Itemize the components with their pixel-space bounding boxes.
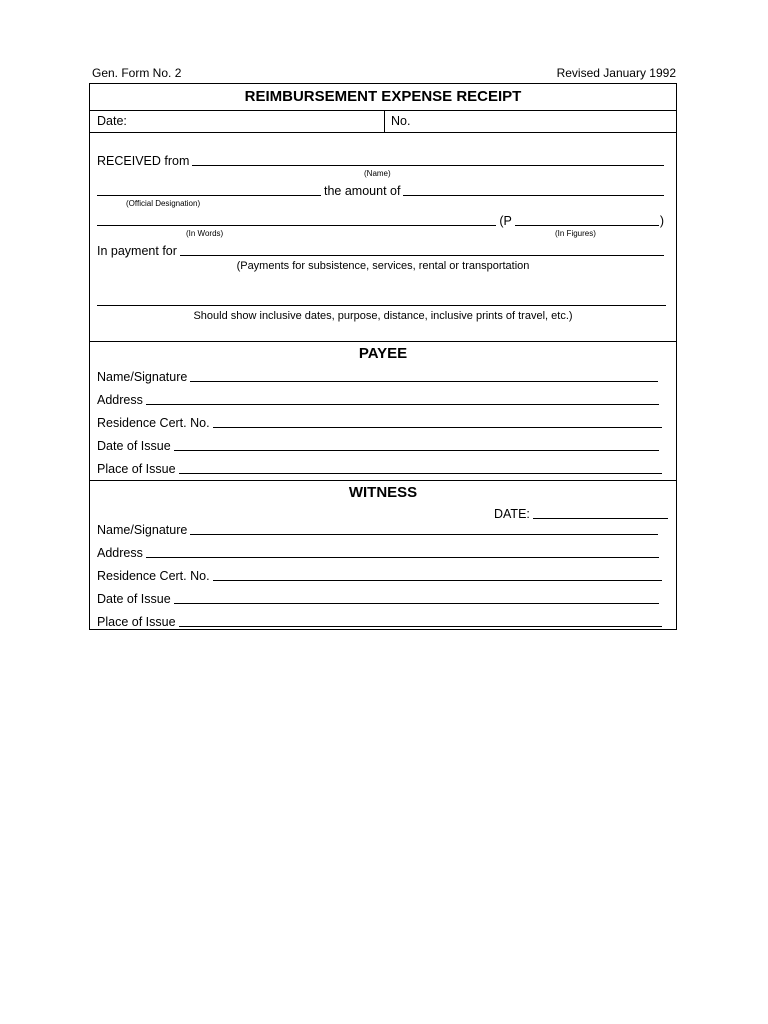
form-header <box>92 66 676 82</box>
witness-address-label: Address <box>97 546 143 560</box>
amount-words-figures-line[interactable] <box>97 210 664 228</box>
amount-in-words-field[interactable] <box>97 225 496 226</box>
amount-field[interactable] <box>403 195 664 196</box>
payee-address-field[interactable] <box>146 404 659 405</box>
divider <box>90 341 676 342</box>
witness-name-line[interactable] <box>97 519 658 537</box>
witness-name-label: Name/Signature <box>97 523 188 537</box>
in-words-hint: (In Words) <box>186 229 224 238</box>
payee-place-issue-field[interactable] <box>179 473 662 474</box>
payments-note <box>90 260 676 272</box>
peso-open: (P <box>499 214 512 228</box>
form-number: Gen. Form No. 2 <box>92 66 182 80</box>
payments-note-text: (Payments for subsistence, services, rental or transportation <box>236 260 530 272</box>
witness-address-field[interactable] <box>146 557 659 558</box>
payment-detail-line[interactable] <box>97 290 666 308</box>
witness-place-issue-line[interactable] <box>97 611 662 629</box>
form-title: REIMBURSEMENT EXPENSE RECEIPT <box>244 88 522 105</box>
revision-date: Revised January 1992 <box>556 66 676 80</box>
received-from-field[interactable] <box>192 165 664 166</box>
payee-name-line[interactable] <box>97 366 658 384</box>
witness-date-issue-line[interactable] <box>97 588 659 606</box>
witness-residence-field[interactable] <box>213 580 662 581</box>
divider <box>90 480 676 481</box>
witness-place-issue-field[interactable] <box>179 626 662 627</box>
payee-residence-line[interactable] <box>97 412 662 430</box>
witness-name-field[interactable] <box>190 534 658 535</box>
witness-place-issue-label: Place of Issue <box>97 615 176 629</box>
payee-address-line[interactable] <box>97 389 659 407</box>
witness-date-issue-label: Date of Issue <box>97 592 171 606</box>
payee-title: PAYEE <box>358 345 408 362</box>
received-from-line[interactable] <box>97 150 664 168</box>
payee-name-field[interactable] <box>190 381 658 382</box>
payee-address-label: Address <box>97 393 143 407</box>
payee-residence-field[interactable] <box>213 427 662 428</box>
name-hint: (Name) <box>364 169 391 178</box>
payee-date-issue-field[interactable] <box>174 450 659 451</box>
divider <box>90 110 676 111</box>
witness-residence-label: Residence Cert. No. <box>97 569 210 583</box>
payee-place-issue-line[interactable] <box>97 458 662 476</box>
payee-name-label: Name/Signature <box>97 370 188 384</box>
witness-residence-line[interactable] <box>97 565 662 583</box>
in-figures-hint: (In Figures) <box>555 229 596 238</box>
amount-in-figures-field[interactable] <box>515 225 659 226</box>
payee-residence-label: Residence Cert. No. <box>97 416 210 430</box>
in-payment-for-field[interactable] <box>180 255 664 256</box>
payee-place-issue-label: Place of Issue <box>97 462 176 476</box>
designation-amount-line[interactable] <box>97 180 664 198</box>
witness-address-line[interactable] <box>97 542 659 560</box>
peso-close: ) <box>659 214 664 228</box>
official-designation-field[interactable] <box>97 195 321 196</box>
divider <box>90 132 676 133</box>
official-designation-hint: (Official Designation) <box>126 199 201 208</box>
payment-detail-field[interactable] <box>97 305 666 306</box>
payee-date-issue-label: Date of Issue <box>97 439 171 453</box>
payee-date-issue-line[interactable] <box>97 435 659 453</box>
in-payment-for-label: In payment for <box>97 244 177 258</box>
in-payment-for-line[interactable] <box>97 240 664 258</box>
number-label[interactable]: No. <box>391 114 411 128</box>
witness-date-issue-field[interactable] <box>174 603 659 604</box>
divider <box>384 111 385 133</box>
witness-title: WITNESS <box>348 484 418 501</box>
date-label[interactable]: Date: <box>97 114 127 128</box>
amount-of-label: the amount of <box>324 184 401 198</box>
witness-date-label: DATE: <box>494 507 530 521</box>
inclusive-note: Should show inclusive dates, purpose, distance, inclusive prints of travel, etc.) <box>193 310 573 322</box>
receipt-form <box>89 83 677 630</box>
received-from-label: RECEIVED from <box>97 154 190 168</box>
